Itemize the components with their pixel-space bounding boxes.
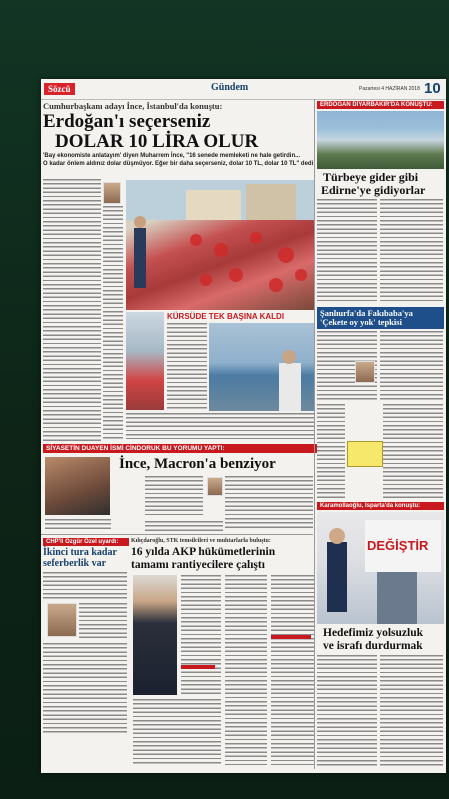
karamollaoglu-body-col2 (380, 655, 443, 767)
macron-body-col2 (225, 476, 313, 530)
sanliurfa-headline-box (317, 307, 444, 329)
ozel-headline-line1: İkinci tura kadar (43, 547, 117, 558)
rally-crowd-illustration (126, 180, 314, 310)
ozel-body-bottom (43, 643, 127, 733)
kilicdaroglu-body-bottom (133, 699, 221, 765)
kilicdaroglu-body-col3 (271, 575, 315, 765)
macron-body-col1 (145, 476, 203, 518)
kilicdaroglu-photo (133, 575, 177, 695)
ince-thumb (207, 477, 223, 496)
rally-crowd-photo (126, 180, 314, 310)
kilicdaroglu-kicker: Kılıçdaroğlu, STK temsilcileri ve muhtarlarla buluştu: (131, 538, 271, 544)
newspaper-page (41, 79, 446, 773)
page-number: 10 (424, 80, 441, 97)
ozel-bar: CHP'li Özgür Özel uyardı: (43, 538, 129, 546)
macron-body-col3 (145, 521, 223, 531)
poster-text: DEĞİŞTİR (367, 538, 429, 553)
macron-caption (45, 519, 111, 529)
sanliurfa-body-col2 (380, 331, 443, 401)
sanliurfa-body-col4 (383, 404, 443, 499)
diyarbakir-headline-line1: Türbeye gider gibi (323, 170, 419, 184)
speaker-silhouette (209, 323, 314, 411)
sanliurfa-headline-line1: Şanlıurfa'da Fakıbaba'ya (320, 308, 413, 318)
photo-caption-kursude: KÜRSÜDE TEK BAŞINA KALDI (167, 312, 285, 321)
lead-headline-line1: Erdoğan'ı seçerseniz (43, 111, 211, 132)
lead-body-bottom (126, 413, 314, 439)
podium-photo (126, 312, 164, 410)
author-photo (103, 182, 121, 204)
karamollaoglu-rally-photo (317, 512, 444, 624)
diyarbakir-headline-line2: Edirne'ye gidiyorlar (321, 183, 426, 197)
lead-body-column (43, 179, 101, 441)
lead-deck-line1: 'Bay ekonomiste anlatayım' diyen Muharrem İnce, "16 senede memleketi ne hale getirdin... (43, 153, 301, 159)
column-divider (314, 99, 315, 769)
kilicdaroglu-headline-line1: 16 yılda AKP hükümetlerinin (131, 546, 276, 558)
fakibaba-photo (355, 361, 375, 383)
lead-body-column-2 (103, 206, 123, 441)
bosphorus-photo (209, 323, 314, 411)
protest-sign (347, 441, 383, 467)
diyarbakir-bar: ERDOĞAN DİYARBAKIR'DA KONUŞTU: (317, 101, 444, 109)
macron-headline: İnce, Macron'a benziyor (119, 456, 276, 472)
masthead (41, 79, 446, 100)
newspaper-logo: Sözcü (44, 83, 75, 95)
cindoruk-photo (45, 457, 110, 515)
ozel-body-side (79, 603, 127, 641)
section-name: Gündem (211, 82, 249, 93)
karamollaoglu-body-col1 (317, 655, 377, 767)
lead-headline-line2: DOLAR 10 LİRA OLUR (55, 131, 259, 152)
photo-caption-body (167, 323, 207, 411)
diyarbakir-rally-photo (317, 111, 444, 169)
issue-date: Pazartesi 4 HAZİRAN 2018 (359, 86, 420, 92)
karamollaoglu-bar: Karamollaoğlu, Isparta'da konuştu: (317, 502, 444, 510)
ozel-body-top (43, 572, 127, 600)
karamollaoglu-headline-line2: ve israfı durdurmak (323, 640, 423, 652)
karamollaoglu-photo-illustration (317, 512, 444, 624)
diyarbakir-body-col1 (317, 199, 377, 304)
kilicdaroglu-body-col1 (181, 575, 221, 695)
lead-kicker: Cumhurbaşkanı adayı İnce, İstanbul'da konuştu: (43, 101, 223, 111)
ozel-photo (47, 603, 77, 637)
sanliurfa-headline-line2: 'Çekete oy yok' tepkisi (320, 316, 402, 327)
lead-deck-line2: O kadar önlem aldınız dolar düşmüyor. Eğer bir daha seçerseniz, dolar 10 TL, dolar 10 TL" dedi (43, 161, 314, 167)
sanliurfa-body-col3 (317, 404, 345, 499)
ozel-headline-line2: seferberlik var (43, 558, 107, 569)
macron-bar: SİYASETİN DUAYEN İSMİ CİNDORUK BU YORUMU YAPTI: (43, 444, 317, 453)
diyarbakir-body-col2 (380, 199, 443, 304)
karamollaoglu-headline-line1: Hedefimiz yolsuzluk (323, 627, 423, 639)
kilicdaroglu-headline-line2: tamamı rantiyecilere çalıştı (131, 559, 265, 571)
kilicdaroglu-body-col2 (225, 575, 267, 765)
section-divider (41, 534, 313, 535)
subhead-marker-2 (271, 635, 311, 639)
subhead-marker-1 (181, 665, 215, 669)
